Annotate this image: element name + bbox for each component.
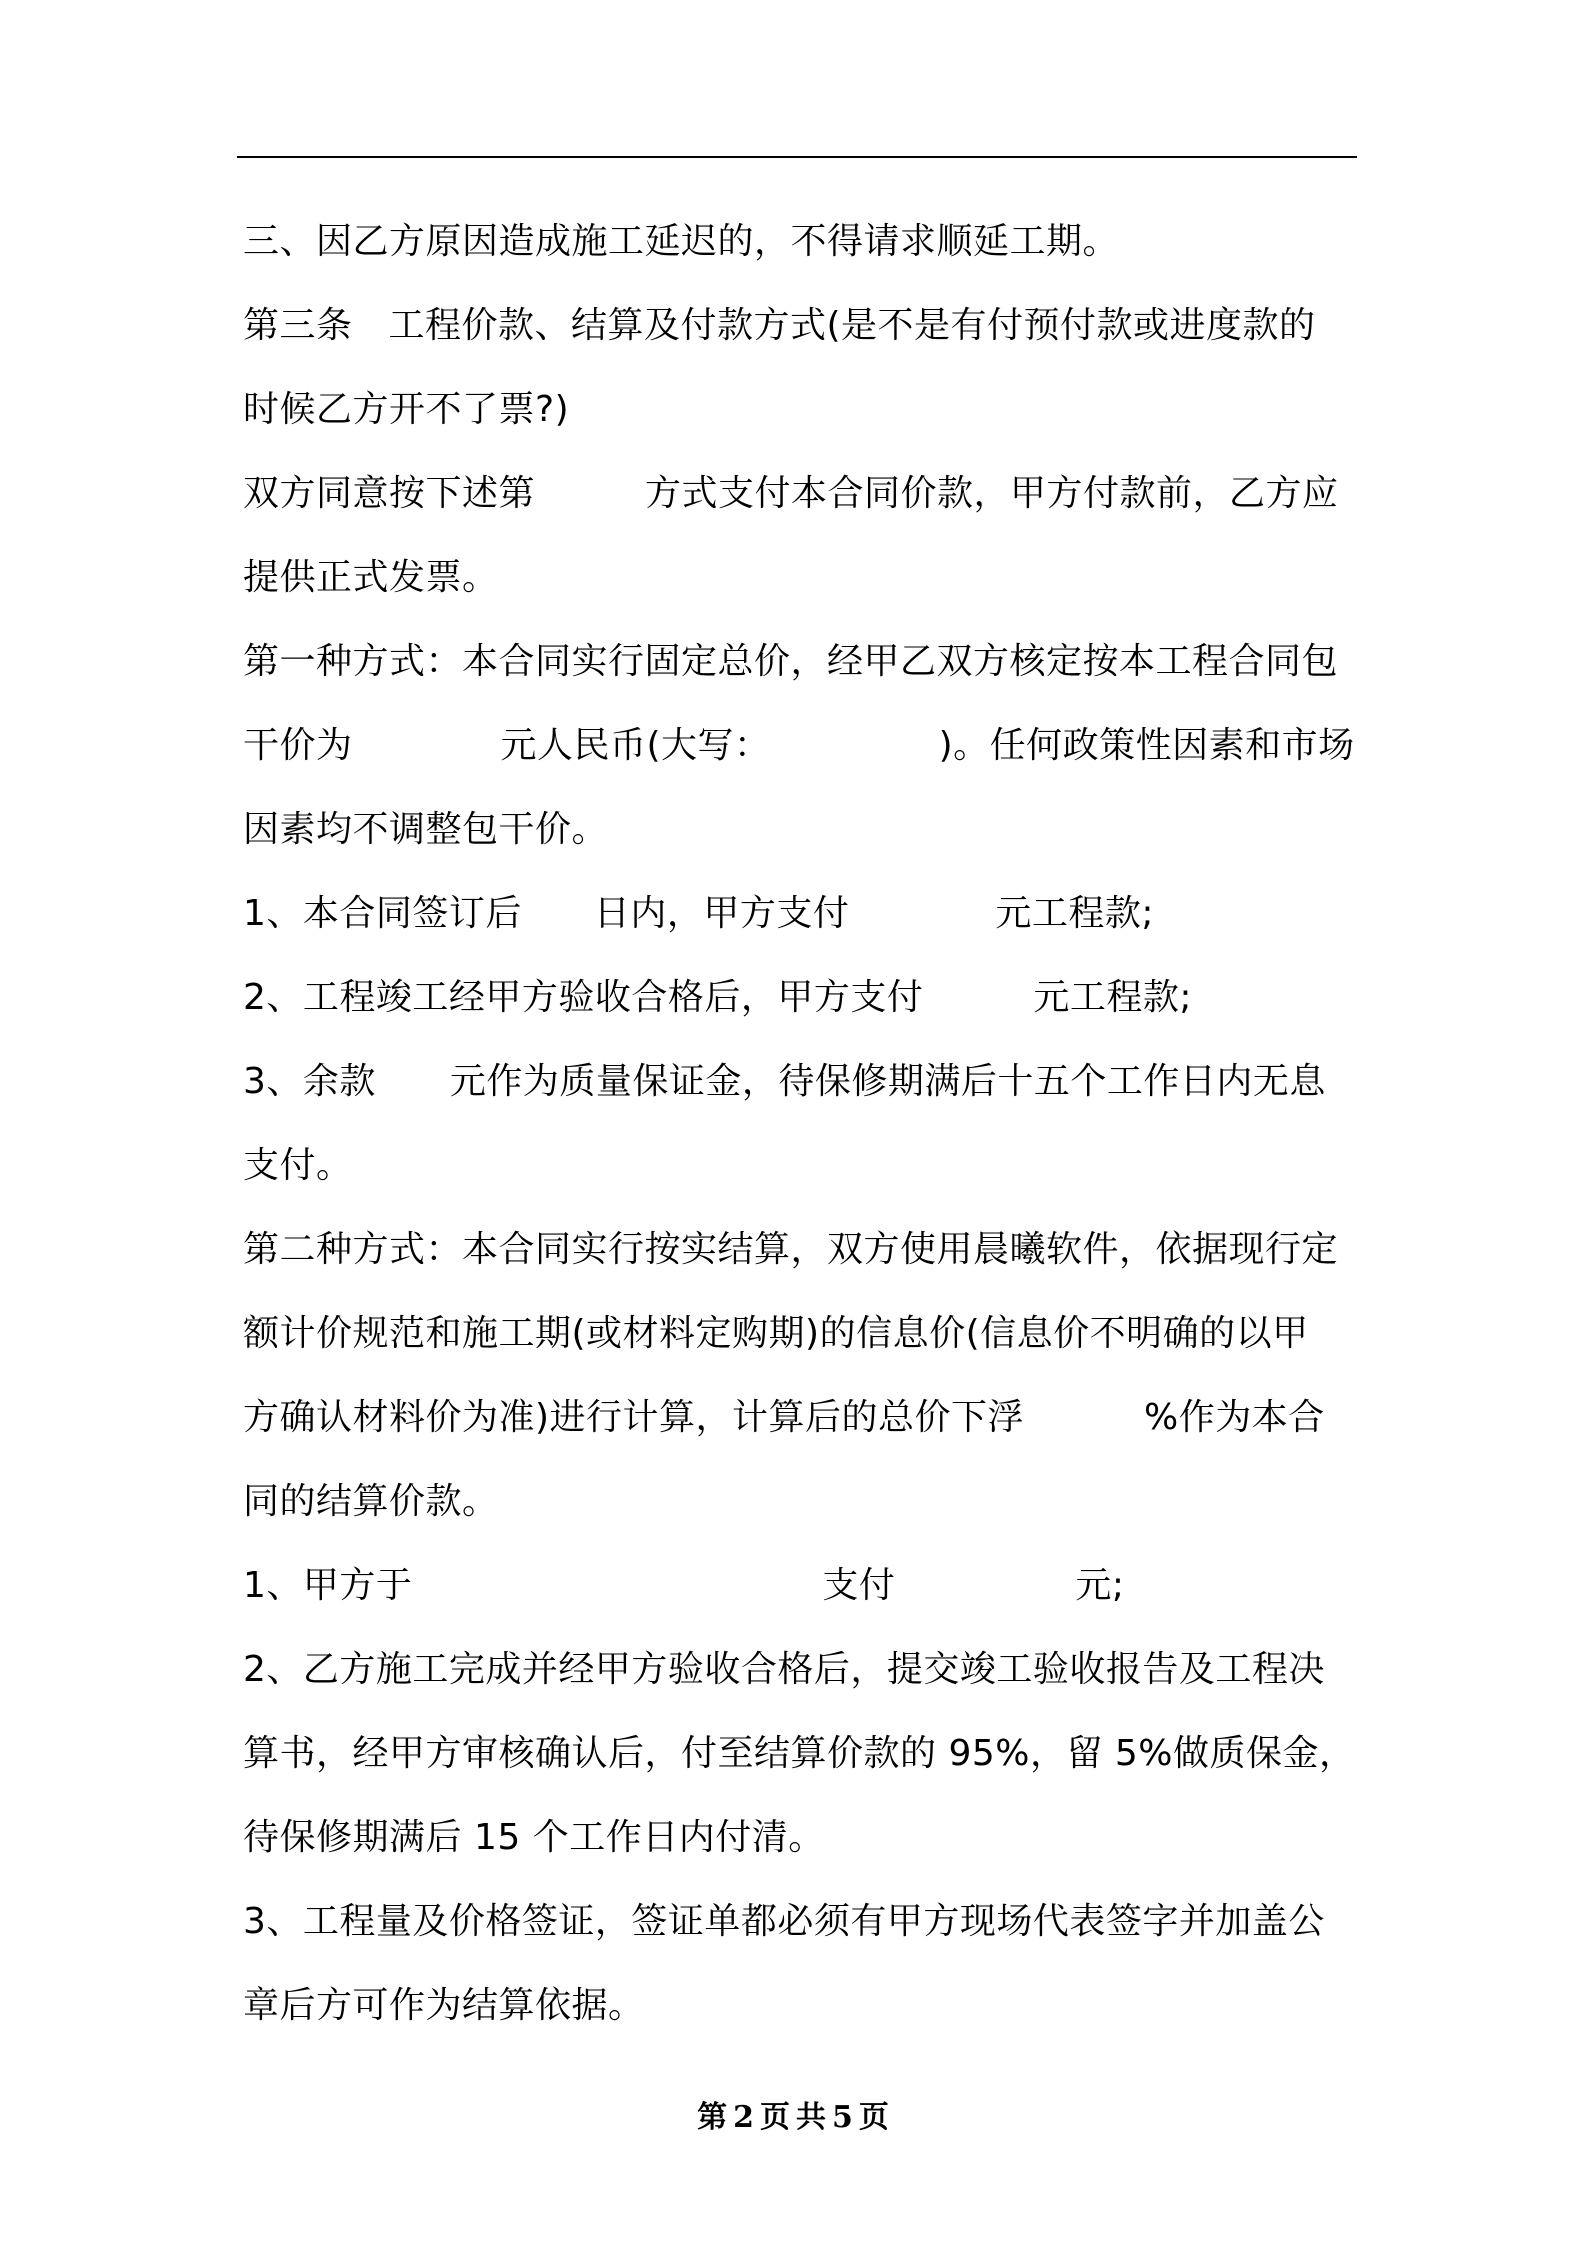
text-segment: 章后方可作为结算依据。 (243, 1985, 645, 2026)
text-line (243, 284, 1357, 368)
text-segment: 算书，经甲方审核确认后，付至结算价款的 95%，留 5%做质保金， (243, 1733, 1356, 1774)
text-segment: 日内，甲方支付 (593, 893, 850, 934)
text-segment: )。任何政策性因素和市场 (938, 725, 1355, 766)
text-line (243, 1880, 1357, 1964)
text-segment: 第一种方式：本合同实行固定总价，经甲乙双方核定按本工程合同包 (243, 641, 1339, 682)
text-segment: 1、本合同签订后 (243, 893, 522, 934)
text-line (243, 1292, 1357, 1376)
text-line (243, 536, 1357, 620)
footer-text: 页 (760, 2100, 790, 2135)
text-segment: 元; (1075, 1565, 1125, 1606)
current-page-number: 2 (733, 2100, 754, 2135)
text-line (243, 1712, 1357, 1796)
article-heading: 第三条 (243, 305, 353, 346)
text-segment: 工程价款、结算及付款方式(是不是有付预付款或进度款的 (388, 305, 1316, 346)
text-line (243, 1964, 1357, 2048)
text-segment: 元人民币(大写： (500, 725, 771, 766)
text-line (243, 788, 1357, 872)
text-segment: 三、因乙方原因造成施工延迟的，不得请求顺延工期。 (243, 221, 1120, 262)
text-line (243, 704, 1357, 788)
text-segment: 待保修期满后 15 个工作日内付清。 (243, 1817, 825, 1858)
total-page-count: 5 (832, 2100, 853, 2135)
header-rule (237, 156, 1357, 158)
text-line (243, 1544, 1357, 1628)
text-segment: 1、甲方于 (243, 1565, 413, 1606)
text-segment: 同的结算价款。 (243, 1481, 499, 1522)
text-line (243, 620, 1357, 704)
text-line (243, 1460, 1357, 1544)
page-footer (0, 2092, 1586, 2136)
text-segment: 2、工程竣工经甲方验收合格后，甲方支付 (243, 977, 924, 1018)
text-segment: 方式支付本合同价款，甲方付款前，乙方应 (645, 473, 1339, 514)
text-line (243, 1628, 1357, 1712)
text-segment: 方确认材料价为准)进行计算，计算后的总价下浮 (243, 1397, 1025, 1438)
footer-text: 第 (697, 2100, 728, 2135)
text-line (243, 872, 1357, 956)
text-line (243, 368, 1357, 452)
text-segment: 第二种方式：本合同实行按实结算，双方使用晨曦软件，依据现行定 (243, 1229, 1339, 1270)
text-segment: 元作为质量保证金，待保修期满后十五个工作日内无息 (449, 1061, 1326, 1102)
text-segment: %作为本合 (1144, 1397, 1325, 1438)
document-body (243, 200, 1357, 2048)
text-line (243, 1124, 1357, 1208)
text-segment: 双方同意按下述第 (243, 473, 536, 514)
text-line (243, 1376, 1357, 1460)
text-segment: 干价为 (243, 725, 353, 766)
text-segment: 因素均不调整包干价。 (243, 809, 609, 850)
text-segment: 3、余款 (243, 1061, 376, 1102)
text-line (243, 452, 1357, 536)
text-segment: 支付 (822, 1565, 896, 1606)
text-segment: 时候乙方开不了票?) (243, 389, 570, 430)
text-segment: 额计价规范和施工期(或材料定购期)的信息价(信息价不明确的以甲 (243, 1313, 1309, 1354)
text-line (243, 1208, 1357, 1292)
text-segment: 提供正式发票。 (243, 557, 499, 598)
text-segment: 3、工程量及价格签证，签证单都必须有甲方现场代表签字并加盖公 (243, 1901, 1325, 1942)
text-line (243, 956, 1357, 1040)
text-line (243, 1040, 1357, 1124)
text-line (243, 1796, 1357, 1880)
footer-text: 共 (796, 2100, 826, 2135)
text-line (243, 200, 1357, 284)
text-segment: 2、乙方施工完成并经甲方验收合格后，提交竣工验收报告及工程决 (243, 1649, 1325, 1690)
text-segment: 元工程款; (995, 893, 1155, 934)
text-segment: 支付。 (243, 1145, 353, 1186)
footer-text: 页 (858, 2100, 889, 2135)
text-segment: 元工程款; (1033, 977, 1193, 1018)
